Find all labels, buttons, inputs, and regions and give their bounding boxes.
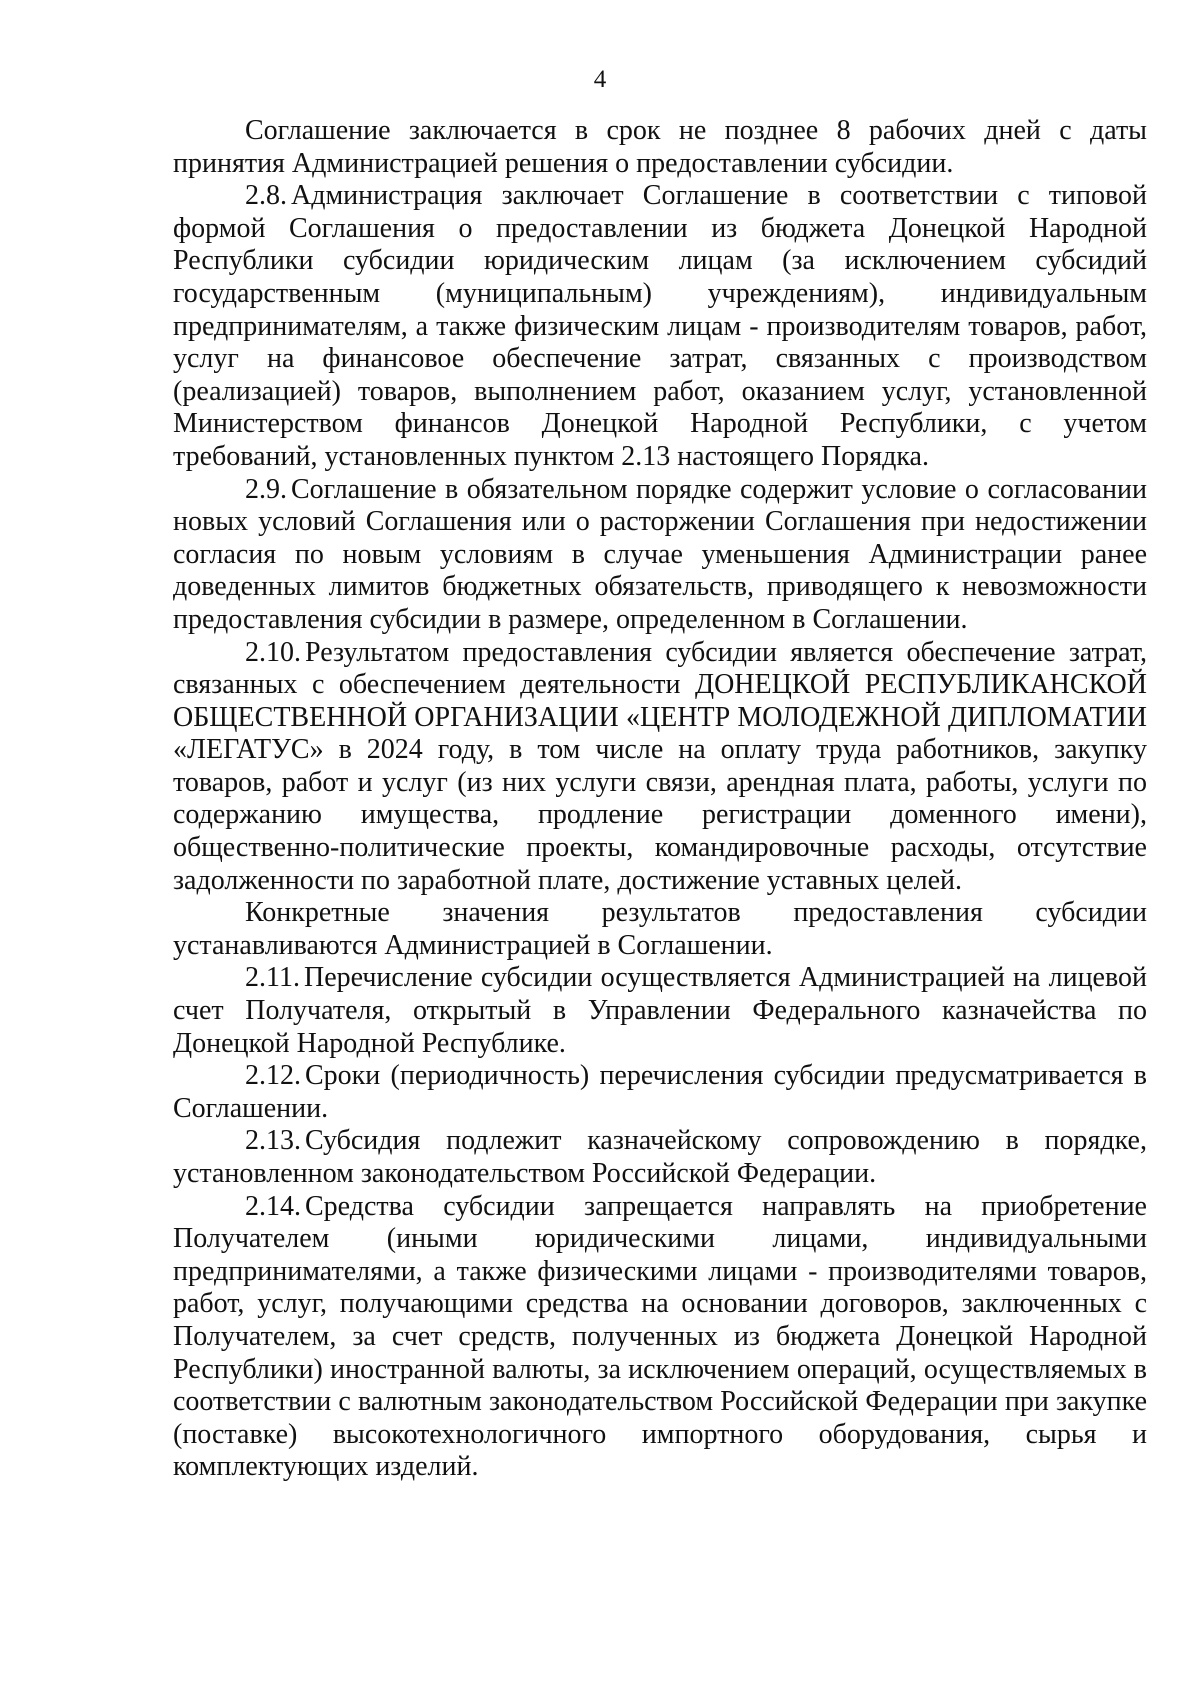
- paragraph-text: Субсидия подлежит казначейскому сопровождению в порядке, установленном законодательством Российской Федерации.: [173, 1125, 1147, 1189]
- clause-number: 2.11.: [245, 962, 300, 994]
- paragraph-2-9: [173, 474, 1147, 637]
- document-body: [173, 115, 1147, 1484]
- paragraph-text: Соглашение в обязательном порядке содержит условие о согласовании новых условий Соглашения или о расторжении Соглашения при недостижении согласия по новым условиям в случае уменьшения Администрации ранее доведенных лимитов бюджетных обязательств, приводящего к невозможности предоставления субсидии в размере, определенном в Соглашении.: [173, 473, 1147, 635]
- paragraph-text: Результатом предоставления субсидии является обеспечение затрат, связанных с обеспечением деятельности ДОНЕЦКОЙ РЕСПУБЛИКАНСКОЙ ОБЩЕСТВЕННОЙ ОРГАНИЗАЦИИ «ЦЕНТР МОЛОДЕЖНОЙ ДИПЛОМАТИИ «ЛЕГАТУС» в 2024 году, в том числе на оплату труда работников, закупку товаров, работ и услуг (из них услуги связи, арендная плата, работы, услуги по содержанию имущества, продление регистрации доменного имени), общественно-политические проекты, командировочные расходы, отсутствие задолженности по заработной плате, достижение уставных целей.: [173, 636, 1147, 896]
- paragraph-result-values: [173, 897, 1147, 962]
- paragraph-text: Администрация заключает Соглашение в соответствии с типовой формой Соглашения о предоставлении из бюджета Донецкой Народной Республики субсидии юридическим лицам (за исключением субсидий государственным (муниципальным) учреждениям), индивидуальным предпринимателям, а также физическим лицам - производителям товаров, работ, услуг на финансовое обеспечение затрат, связанных с производством (реализацией) товаров, выполнением работ, оказанием услуг, установленной Министерством финансов Донецкой Народной Республики, с учетом требований, установленных пунктом 2.13 настоящего Порядка.: [173, 180, 1147, 472]
- paragraph-text: Перечисление субсидии осуществляется Администрацией на лицевой счет Получателя, открытый в Управлении Федерального казначейства по Донецкой Народной Республике.: [173, 962, 1147, 1059]
- paragraph-2-13: [173, 1125, 1147, 1190]
- paragraph-text: Сроки (периодичность) перечисления субсидии предусматривается в Соглашении.: [173, 1060, 1147, 1124]
- paragraph-agreement-deadline: [173, 115, 1147, 180]
- clause-number: 2.8.: [245, 180, 287, 212]
- clause-number: 2.12.: [245, 1060, 301, 1092]
- page-number: 4: [593, 66, 607, 93]
- paragraph-text: Конкретные значения результатов предоставления субсидии устанавливаются Администрацией в Соглашении.: [173, 897, 1147, 961]
- clause-number: 2.9.: [245, 473, 287, 505]
- paragraph-2-10: [173, 637, 1147, 898]
- paragraph-text: Соглашение заключается в срок не позднее 8 рабочих дней с даты принятия Администрацией решения о предоставлении субсидии.: [173, 115, 1147, 179]
- clause-number: 2.13.: [245, 1125, 301, 1157]
- paragraph-2-8: [173, 180, 1147, 473]
- clause-number: 2.14.: [245, 1190, 301, 1222]
- paragraph-2-11: [173, 962, 1147, 1060]
- paragraph-2-14: [173, 1191, 1147, 1484]
- clause-number: 2.10.: [245, 636, 301, 668]
- paragraph-text: Средства субсидии запрещается направлять на приобретение Получателем (иными юридическими лицами, индивидуальными предпринимателями, а также физическими лицами - производителями товаров, работ, услуг, получающими средства на основании договоров, заключенных с Получателем, за счет средств, полученных из бюджета Донецкой Народной Республики) иностранной валюты, за исключением операций, осуществляемых в соответствии с валютным законодательством Российской Федерации при закупке (поставке) высокотехнологичного импортного оборудования, сырья и комплектующих изделий.: [173, 1190, 1147, 1483]
- paragraph-2-12: [173, 1060, 1147, 1125]
